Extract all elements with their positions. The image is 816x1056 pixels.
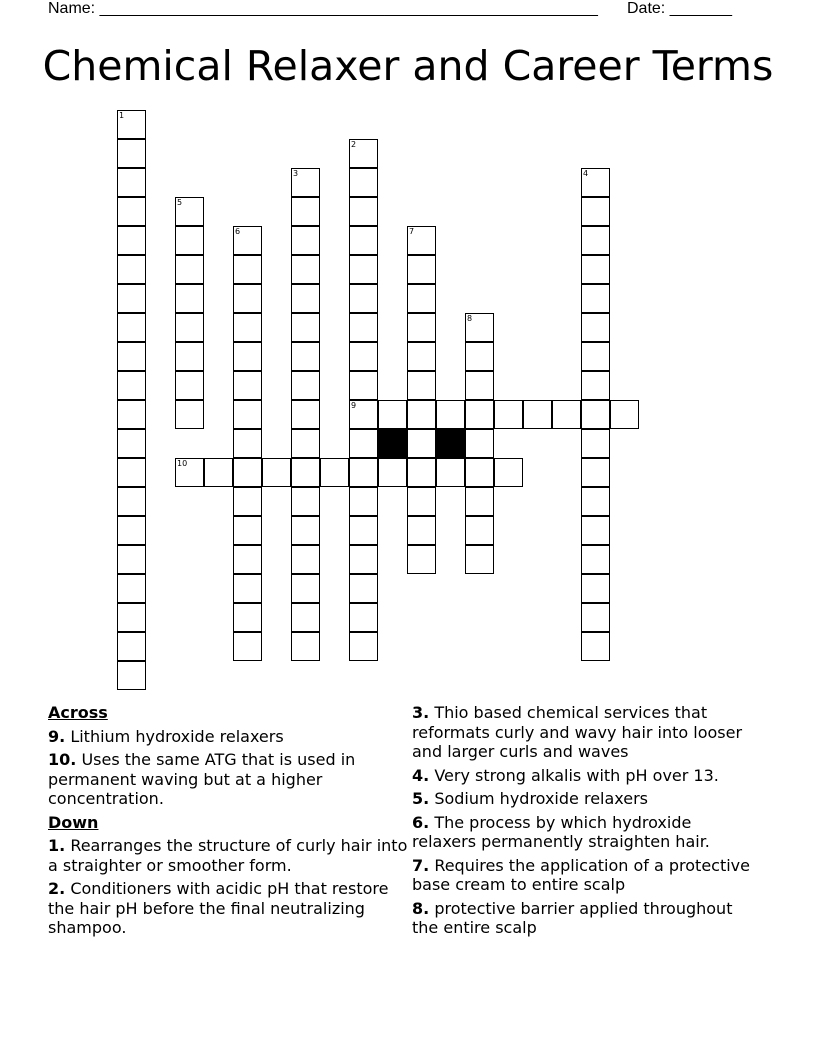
grid-cell[interactable] bbox=[291, 168, 320, 197]
grid-cell[interactable] bbox=[117, 342, 146, 371]
grid-cell[interactable] bbox=[494, 458, 523, 487]
grid-cell[interactable] bbox=[291, 226, 320, 255]
grid-cell[interactable] bbox=[349, 139, 378, 168]
cell-number: 9 bbox=[351, 401, 357, 410]
grid-cell[interactable] bbox=[291, 545, 320, 574]
grid-cell[interactable] bbox=[407, 371, 436, 400]
grid-cell[interactable] bbox=[349, 168, 378, 197]
grid-cell[interactable] bbox=[291, 632, 320, 661]
grid-cell[interactable] bbox=[581, 429, 610, 458]
grid-cell[interactable] bbox=[610, 400, 639, 429]
clue-number: 8. bbox=[412, 898, 430, 918]
grid-cell[interactable] bbox=[465, 516, 494, 545]
grid-cell[interactable] bbox=[349, 400, 378, 429]
cell-number: 5 bbox=[177, 198, 183, 207]
grid-cell[interactable] bbox=[581, 603, 610, 632]
cell-number: 6 bbox=[235, 227, 241, 236]
grid-cell[interactable] bbox=[581, 632, 610, 661]
grid-cell[interactable] bbox=[117, 516, 146, 545]
grid-cell[interactable] bbox=[175, 342, 204, 371]
clue-number: 2. bbox=[48, 879, 66, 898]
cell-number: 7 bbox=[409, 227, 415, 236]
grid-cell[interactable] bbox=[465, 313, 494, 342]
clue-down-7 bbox=[412, 856, 757, 895]
clue-text: Uses the same ATG that is used in permanent waving but at a higher concentration. bbox=[48, 750, 356, 808]
clue-down-1 bbox=[48, 836, 408, 875]
clue-number: 10. bbox=[48, 750, 77, 769]
grid-cell[interactable] bbox=[233, 603, 262, 632]
clue-down-8 bbox=[412, 899, 757, 938]
grid-cell[interactable] bbox=[407, 487, 436, 516]
grid-cell[interactable] bbox=[349, 284, 378, 313]
clue-down-6 bbox=[412, 813, 757, 852]
grid-cell[interactable] bbox=[349, 632, 378, 661]
grid-cell[interactable] bbox=[552, 400, 581, 429]
grid-cell[interactable] bbox=[581, 197, 610, 226]
page-title: Chemical Relaxer and Career Terms bbox=[42, 42, 774, 90]
grid-cell[interactable] bbox=[117, 603, 146, 632]
grid-cell[interactable] bbox=[581, 516, 610, 545]
grid-cell[interactable] bbox=[581, 371, 610, 400]
across-heading: Across bbox=[48, 703, 108, 722]
grid-cell[interactable] bbox=[581, 226, 610, 255]
grid-cell[interactable] bbox=[117, 400, 146, 429]
clue-down-3 bbox=[412, 703, 757, 762]
grid-cell[interactable] bbox=[465, 342, 494, 371]
grid-cell[interactable] bbox=[407, 226, 436, 255]
grid-cell[interactable] bbox=[494, 400, 523, 429]
blocked-cell bbox=[436, 429, 465, 458]
grid-cell[interactable] bbox=[117, 429, 146, 458]
grid-cell[interactable] bbox=[233, 429, 262, 458]
grid-cell[interactable] bbox=[581, 313, 610, 342]
grid-cell[interactable] bbox=[117, 284, 146, 313]
grid-cell[interactable] bbox=[465, 458, 494, 487]
grid-cell[interactable] bbox=[407, 516, 436, 545]
grid-cell[interactable] bbox=[581, 574, 610, 603]
grid-cell[interactable] bbox=[581, 545, 610, 574]
grid-cell[interactable] bbox=[465, 371, 494, 400]
grid-cell[interactable] bbox=[465, 400, 494, 429]
grid-cell[interactable] bbox=[175, 371, 204, 400]
blocked-cell bbox=[378, 429, 407, 458]
grid-cell[interactable] bbox=[581, 168, 610, 197]
grid-cell[interactable] bbox=[233, 284, 262, 313]
grid-cell[interactable] bbox=[233, 342, 262, 371]
grid-cell[interactable] bbox=[117, 487, 146, 516]
grid-cell[interactable] bbox=[349, 313, 378, 342]
clue-text: Rearranges the structure of curly hair into a straighter or smoother form. bbox=[48, 836, 408, 875]
grid-cell[interactable] bbox=[117, 545, 146, 574]
clue-text: Requires the application of a protective base cream to entire scalp bbox=[412, 855, 750, 894]
grid-cell[interactable] bbox=[175, 255, 204, 284]
clue-text: Lithium hydroxide relaxers bbox=[70, 726, 284, 746]
grid-cell[interactable] bbox=[291, 313, 320, 342]
grid-cell[interactable] bbox=[407, 284, 436, 313]
clue-number: 5. bbox=[412, 789, 430, 808]
grid-cell[interactable] bbox=[117, 110, 146, 139]
grid-cell[interactable] bbox=[407, 545, 436, 574]
grid-cell[interactable] bbox=[291, 255, 320, 284]
grid-cell[interactable] bbox=[175, 313, 204, 342]
grid-cell[interactable] bbox=[233, 574, 262, 603]
clue-text: The process by which hydroxide relaxers permanently straighten hair. bbox=[412, 812, 710, 851]
grid-cell[interactable] bbox=[465, 487, 494, 516]
grid-cell[interactable] bbox=[233, 545, 262, 574]
clue-text: Sodium hydroxide relaxers bbox=[434, 789, 649, 808]
grid-cell[interactable] bbox=[233, 255, 262, 284]
grid-cell[interactable] bbox=[436, 400, 465, 429]
grid-cell[interactable] bbox=[262, 458, 291, 487]
grid-cell[interactable] bbox=[291, 574, 320, 603]
grid-cell[interactable] bbox=[349, 197, 378, 226]
clue-text: Very strong alkalis with pH over 13. bbox=[434, 765, 719, 785]
grid-cell[interactable] bbox=[117, 632, 146, 661]
grid-cell[interactable] bbox=[349, 603, 378, 632]
cell-number: 1 bbox=[119, 111, 125, 120]
clue-across-9 bbox=[48, 727, 408, 747]
grid-cell[interactable] bbox=[233, 400, 262, 429]
clue-number: 4. bbox=[412, 765, 430, 785]
grid-cell[interactable] bbox=[378, 400, 407, 429]
grid-cell[interactable] bbox=[291, 400, 320, 429]
grid-cell[interactable] bbox=[581, 342, 610, 371]
cell-number: 8 bbox=[467, 314, 473, 323]
grid-cell[interactable] bbox=[407, 429, 436, 458]
grid-cell[interactable] bbox=[175, 226, 204, 255]
name-field-line: Name: ________________________________________________________ bbox=[48, 0, 598, 17]
grid-cell[interactable] bbox=[349, 458, 378, 487]
grid-cell[interactable] bbox=[291, 516, 320, 545]
clue-across-10 bbox=[48, 750, 408, 809]
grid-cell[interactable] bbox=[407, 400, 436, 429]
grid-cell[interactable] bbox=[117, 313, 146, 342]
clue-number: 6. bbox=[412, 812, 430, 832]
grid-cell[interactable] bbox=[465, 545, 494, 574]
grid-cell[interactable] bbox=[349, 516, 378, 545]
grid-cell[interactable] bbox=[175, 458, 204, 487]
grid-cell[interactable] bbox=[233, 313, 262, 342]
clue-text: protective barrier applied throughout the entire scalp bbox=[412, 898, 733, 937]
clue-text: Thio based chemical services that reformats curly and wavy hair into looser and larger curls and waves bbox=[412, 703, 743, 761]
grid-cell[interactable] bbox=[117, 371, 146, 400]
grid-cell[interactable] bbox=[581, 284, 610, 313]
clue-down-2 bbox=[48, 879, 408, 938]
clues-left-column bbox=[48, 703, 408, 942]
grid-cell[interactable] bbox=[291, 603, 320, 632]
grid-cell[interactable] bbox=[291, 487, 320, 516]
grid-cell[interactable] bbox=[204, 458, 233, 487]
date-field-line: Date: _______ bbox=[627, 0, 732, 17]
grid-cell[interactable] bbox=[175, 197, 204, 226]
grid-cell[interactable] bbox=[233, 371, 262, 400]
clue-number: 7. bbox=[412, 855, 430, 875]
grid-cell[interactable] bbox=[349, 545, 378, 574]
cell-number: 4 bbox=[583, 169, 589, 178]
clue-down-4 bbox=[412, 766, 757, 786]
grid-cell[interactable] bbox=[117, 574, 146, 603]
clues-right-column bbox=[412, 703, 757, 942]
grid-cell[interactable] bbox=[581, 400, 610, 429]
cell-number: 3 bbox=[293, 169, 299, 178]
clue-number: 3. bbox=[412, 703, 430, 722]
grid-cell[interactable] bbox=[349, 255, 378, 284]
grid-cell[interactable] bbox=[349, 342, 378, 371]
grid-cell[interactable] bbox=[233, 458, 262, 487]
grid-cell[interactable] bbox=[175, 400, 204, 429]
grid-cell[interactable] bbox=[407, 458, 436, 487]
clue-number: 1. bbox=[48, 836, 66, 855]
clue-number: 9. bbox=[48, 726, 66, 746]
grid-cell[interactable] bbox=[581, 255, 610, 284]
grid-cell[interactable] bbox=[291, 371, 320, 400]
grid-cell[interactable] bbox=[291, 458, 320, 487]
grid-cell[interactable] bbox=[233, 632, 262, 661]
grid-cell[interactable] bbox=[175, 284, 204, 313]
grid-cell[interactable] bbox=[117, 197, 146, 226]
grid-cell[interactable] bbox=[407, 342, 436, 371]
clue-text: Conditioners with acidic pH that restore the hair pH before the final neutralizing shampoo. bbox=[48, 879, 389, 937]
grid-cell[interactable] bbox=[581, 458, 610, 487]
grid-cell[interactable] bbox=[320, 458, 349, 487]
grid-cell[interactable] bbox=[349, 487, 378, 516]
grid-cell[interactable] bbox=[523, 400, 552, 429]
grid-cell[interactable] bbox=[117, 255, 146, 284]
cell-number: 2 bbox=[351, 140, 357, 149]
grid-cell[interactable] bbox=[117, 226, 146, 255]
grid-cell[interactable] bbox=[581, 487, 610, 516]
grid-cell[interactable] bbox=[407, 313, 436, 342]
grid-cell[interactable] bbox=[117, 139, 146, 168]
grid-cell[interactable] bbox=[291, 429, 320, 458]
grid-cell[interactable] bbox=[117, 661, 146, 690]
grid-cell[interactable] bbox=[117, 458, 146, 487]
grid-cell[interactable] bbox=[291, 342, 320, 371]
grid-cell[interactable] bbox=[436, 458, 465, 487]
grid-cell[interactable] bbox=[291, 197, 320, 226]
grid-cell[interactable] bbox=[378, 458, 407, 487]
grid-cell[interactable] bbox=[349, 226, 378, 255]
grid-cell[interactable] bbox=[349, 574, 378, 603]
grid-cell[interactable] bbox=[233, 226, 262, 255]
grid-cell[interactable] bbox=[349, 371, 378, 400]
grid-cell[interactable] bbox=[349, 429, 378, 458]
grid-cell[interactable] bbox=[233, 516, 262, 545]
clue-down-5 bbox=[412, 789, 757, 809]
grid-cell[interactable] bbox=[465, 429, 494, 458]
down-heading: Down bbox=[48, 812, 99, 832]
grid-cell[interactable] bbox=[407, 255, 436, 284]
grid-cell[interactable] bbox=[117, 168, 146, 197]
grid-cell[interactable] bbox=[233, 487, 262, 516]
cell-number: 10 bbox=[177, 459, 188, 468]
grid-cell[interactable] bbox=[291, 284, 320, 313]
